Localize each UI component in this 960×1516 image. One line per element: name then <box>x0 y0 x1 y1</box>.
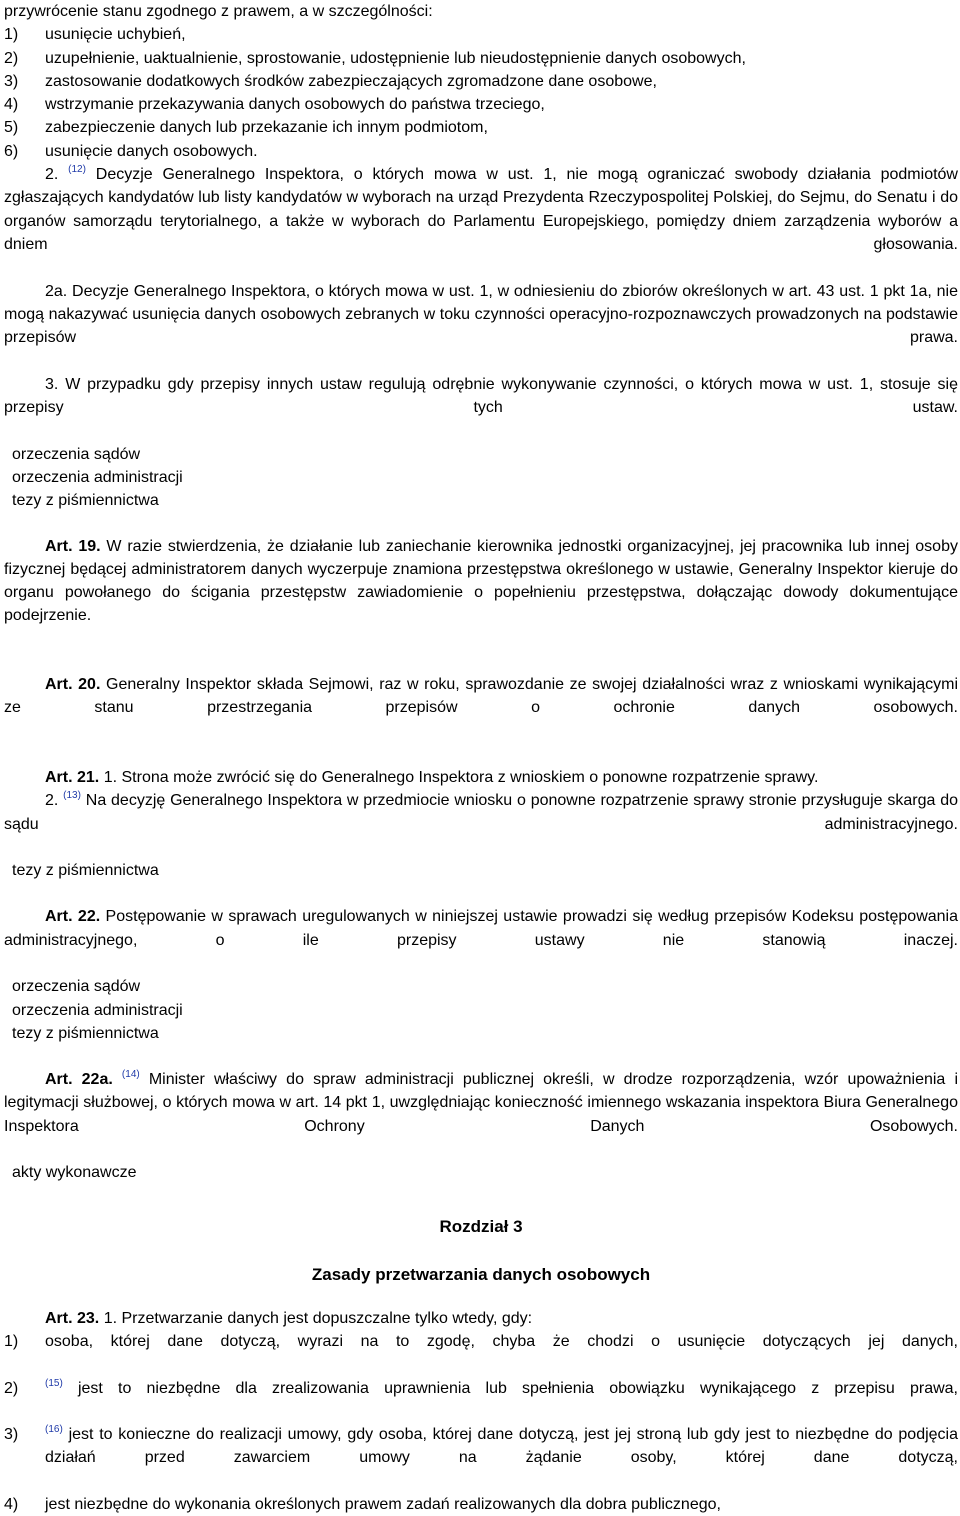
article-label: Art. 20. <box>45 676 101 694</box>
links-group <box>4 443 958 513</box>
links-group <box>4 975 958 1045</box>
document-body <box>4 0 958 1516</box>
art-19: Art. 19. W razie stwierdzenia, że działanie lub zaniechanie kierownika jednostki organizacyjnej, jej pracownika lub innej osoby fizycznej będącej administratorem danych wyczerpuje znamiona przestępstwa określonego w ustawie, Generalny Inspektor kieruje do organu powołanego do ścigania przestępstw zawiadomienie o popełnieniu przestępstwa, dołączając dowody dokumentujące podejrzenie. <box>4 537 958 625</box>
paragraph-3: 3. W przypadku gdy przepisy innych ustaw regulują odrębnie wykonywanie czynności, o których mowa w ust. 1, stosuje się przepisy tych ustaw. <box>4 375 958 417</box>
link-tezy-z-pismiennictwa[interactable]: tezy z piśmiennictwa <box>12 492 159 510</box>
art-23: Art. 23. 1. Przetwarzanie danych jest dopuszczalne tylko wtedy, gdy: <box>45 1309 533 1327</box>
links-group <box>4 1161 958 1184</box>
list-item: 6) usunięcie danych osobowych. <box>4 142 258 160</box>
links-group <box>4 859 958 882</box>
article-label: Art. 21. <box>45 768 100 786</box>
paragraph-2a: 2a. Decyzje Generalnego Inspektora, o których mowa w ust. 1, w odniesieniu do zbiorów określonych w art. 43 ust. 1 pkt 1a, nie mogą nakazywać usunięcia danych osobowych zebranych w toku czynności operacyjno-rozpoznawczych prowadzonych na podstawie przepisów prawa. <box>4 282 958 347</box>
paragraph-2: 2. $^{(12)}$ Decyzje Generalnego Inspektora, o których mowa w ust. 1, nie mogą ograniczać swobody działania podmiotów zgłaszających kandydatów lub listy kandydatów w wyborach na urząd Prezydenta Rzeczypospolitej Polskiej, do Sejmu, do Senatu i do organów samorządu terytorialnego, a także w wyborach do Parlamentu Europejskiego, pomiędzy dniem zarządzenia wyborów a dniem głosowania. <box>4 164 958 253</box>
footnote-ref[interactable]: (14) <box>121 1069 140 1081</box>
list-item: 4) wstrzymanie przekazywania danych osobowych do państwa trzeciego, <box>4 96 545 114</box>
link-orzeczenia-administracji[interactable]: orzeczenia administracji <box>12 468 183 486</box>
chapter-title: Zasady przetwarzania danych osobowych <box>311 1264 651 1284</box>
list-item: 1) usunięcie uchybień, <box>4 26 186 44</box>
list-item: 5) zabezpieczenie danych lub przekazanie ich innym podmiotom, <box>4 119 488 137</box>
article-label: Art. 19. <box>45 537 101 555</box>
list-item: 2) uzupełnienie, uaktualnienie, sprostowanie, udostępnienie lub nieudostępnienie danych osobowych, <box>4 49 746 67</box>
list-item: 4) jest niezbędne do wykonania określonych prawem zadań realizowanych dla dobra publicznego, <box>4 1496 721 1514</box>
chapter-number: Rozdział 3 <box>439 1216 523 1236</box>
link-orzeczenia-administracji[interactable]: orzeczenia administracji <box>12 1001 183 1019</box>
list-item: 3) zastosowanie dodatkowych środków zabezpieczających zgromadzone dane osobowe, <box>4 72 657 90</box>
link-tezy-z-pismiennictwa[interactable]: tezy z piśmiennictwa <box>12 1024 159 1042</box>
link-orzeczenia-sadow[interactable]: orzeczenia sądów <box>12 978 141 996</box>
link-orzeczenia-sadow[interactable]: orzeczenia sądów <box>12 445 141 463</box>
footnote-ref[interactable]: (12) <box>68 164 86 176</box>
article-label: Art. 22a. <box>45 1071 113 1089</box>
intro-text: przywrócenie stanu zgodnego z prawem, a w szczególności: <box>4 3 433 20</box>
footnote-ref[interactable]: (15) <box>45 1377 63 1389</box>
art-22: Art. 22. Postępowanie w sprawach uregulowanych w niniejszej ustawie prowadzi się według przepisów Kodeksu postępowania administracyjnego, o ile przepisy ustawy nie stanowią inaczej. <box>4 908 958 949</box>
link-akty-wykonawcze[interactable]: akty wykonawcze <box>12 1164 137 1182</box>
article-label: Art. 22. <box>45 908 101 926</box>
art23-list <box>4 1330 958 1516</box>
list-item: 1) osoba, której dane dotyczą, wyrazi na to zgodę, chyba że chodzi o usunięcie dotyczących jej danych, <box>4 1332 958 1350</box>
list-item: 2) $^{(15)}$ jest to niezbędne dla zrealizowania uprawnienia lub spełnienia obowiązku wynikającego z przepisu prawa, <box>4 1377 958 1397</box>
art-20: Art. 20. Generalny Inspektor składa Sejmowi, raz w roku, sprawozdanie ze swojej działalności wraz z wnioskami wynikającymi ze stanu przestrzegania przepisów o ochronie danych osobowych. <box>4 676 959 717</box>
art18-list <box>4 23 958 163</box>
footnote-ref[interactable]: (16) <box>45 1424 63 1436</box>
footnote-ref[interactable]: (13) <box>63 790 81 802</box>
art-21-p2: 2. $^{(13)}$ Na decyzję Generalnego Inspektora w przedmiocie wniosku o ponowne rozpatrzenie sprawy stronie przysługuje skarga do sądu administracyjnego. <box>4 790 958 833</box>
article-label: Art. 23. <box>45 1309 100 1327</box>
art-21-p1: Art. 21. 1. Strona może zwrócić się do Generalnego Inspektora z wnioskiem o ponowne rozpatrzenie sprawy. <box>45 768 819 786</box>
link-tezy-z-pismiennictwa[interactable]: tezy z piśmiennictwa <box>12 862 159 880</box>
art-22a: Art. 22a. $^{(14)}$ Minister właściwy do spraw administracji publicznej określi, w drodze rozporządzenia, wzór upoważnienia i legitymacji służbowej, o których mowa w art. 14 pkt 1, uwzględniając konieczność imiennego wskazania inspektora Biura Generalnego Inspektora Ochrony Danych Osobowych. <box>4 1069 958 1135</box>
list-item: 3) $^{(16)}$ jest to konieczne do realizacji umowy, gdy osoba, której dane dotyczą, jest jej stroną lub gdy jest to niezbędne do podjęcia działań przed zawarciem umowy na żądanie osoby, której dane dotyczą, <box>4 1424 958 1467</box>
